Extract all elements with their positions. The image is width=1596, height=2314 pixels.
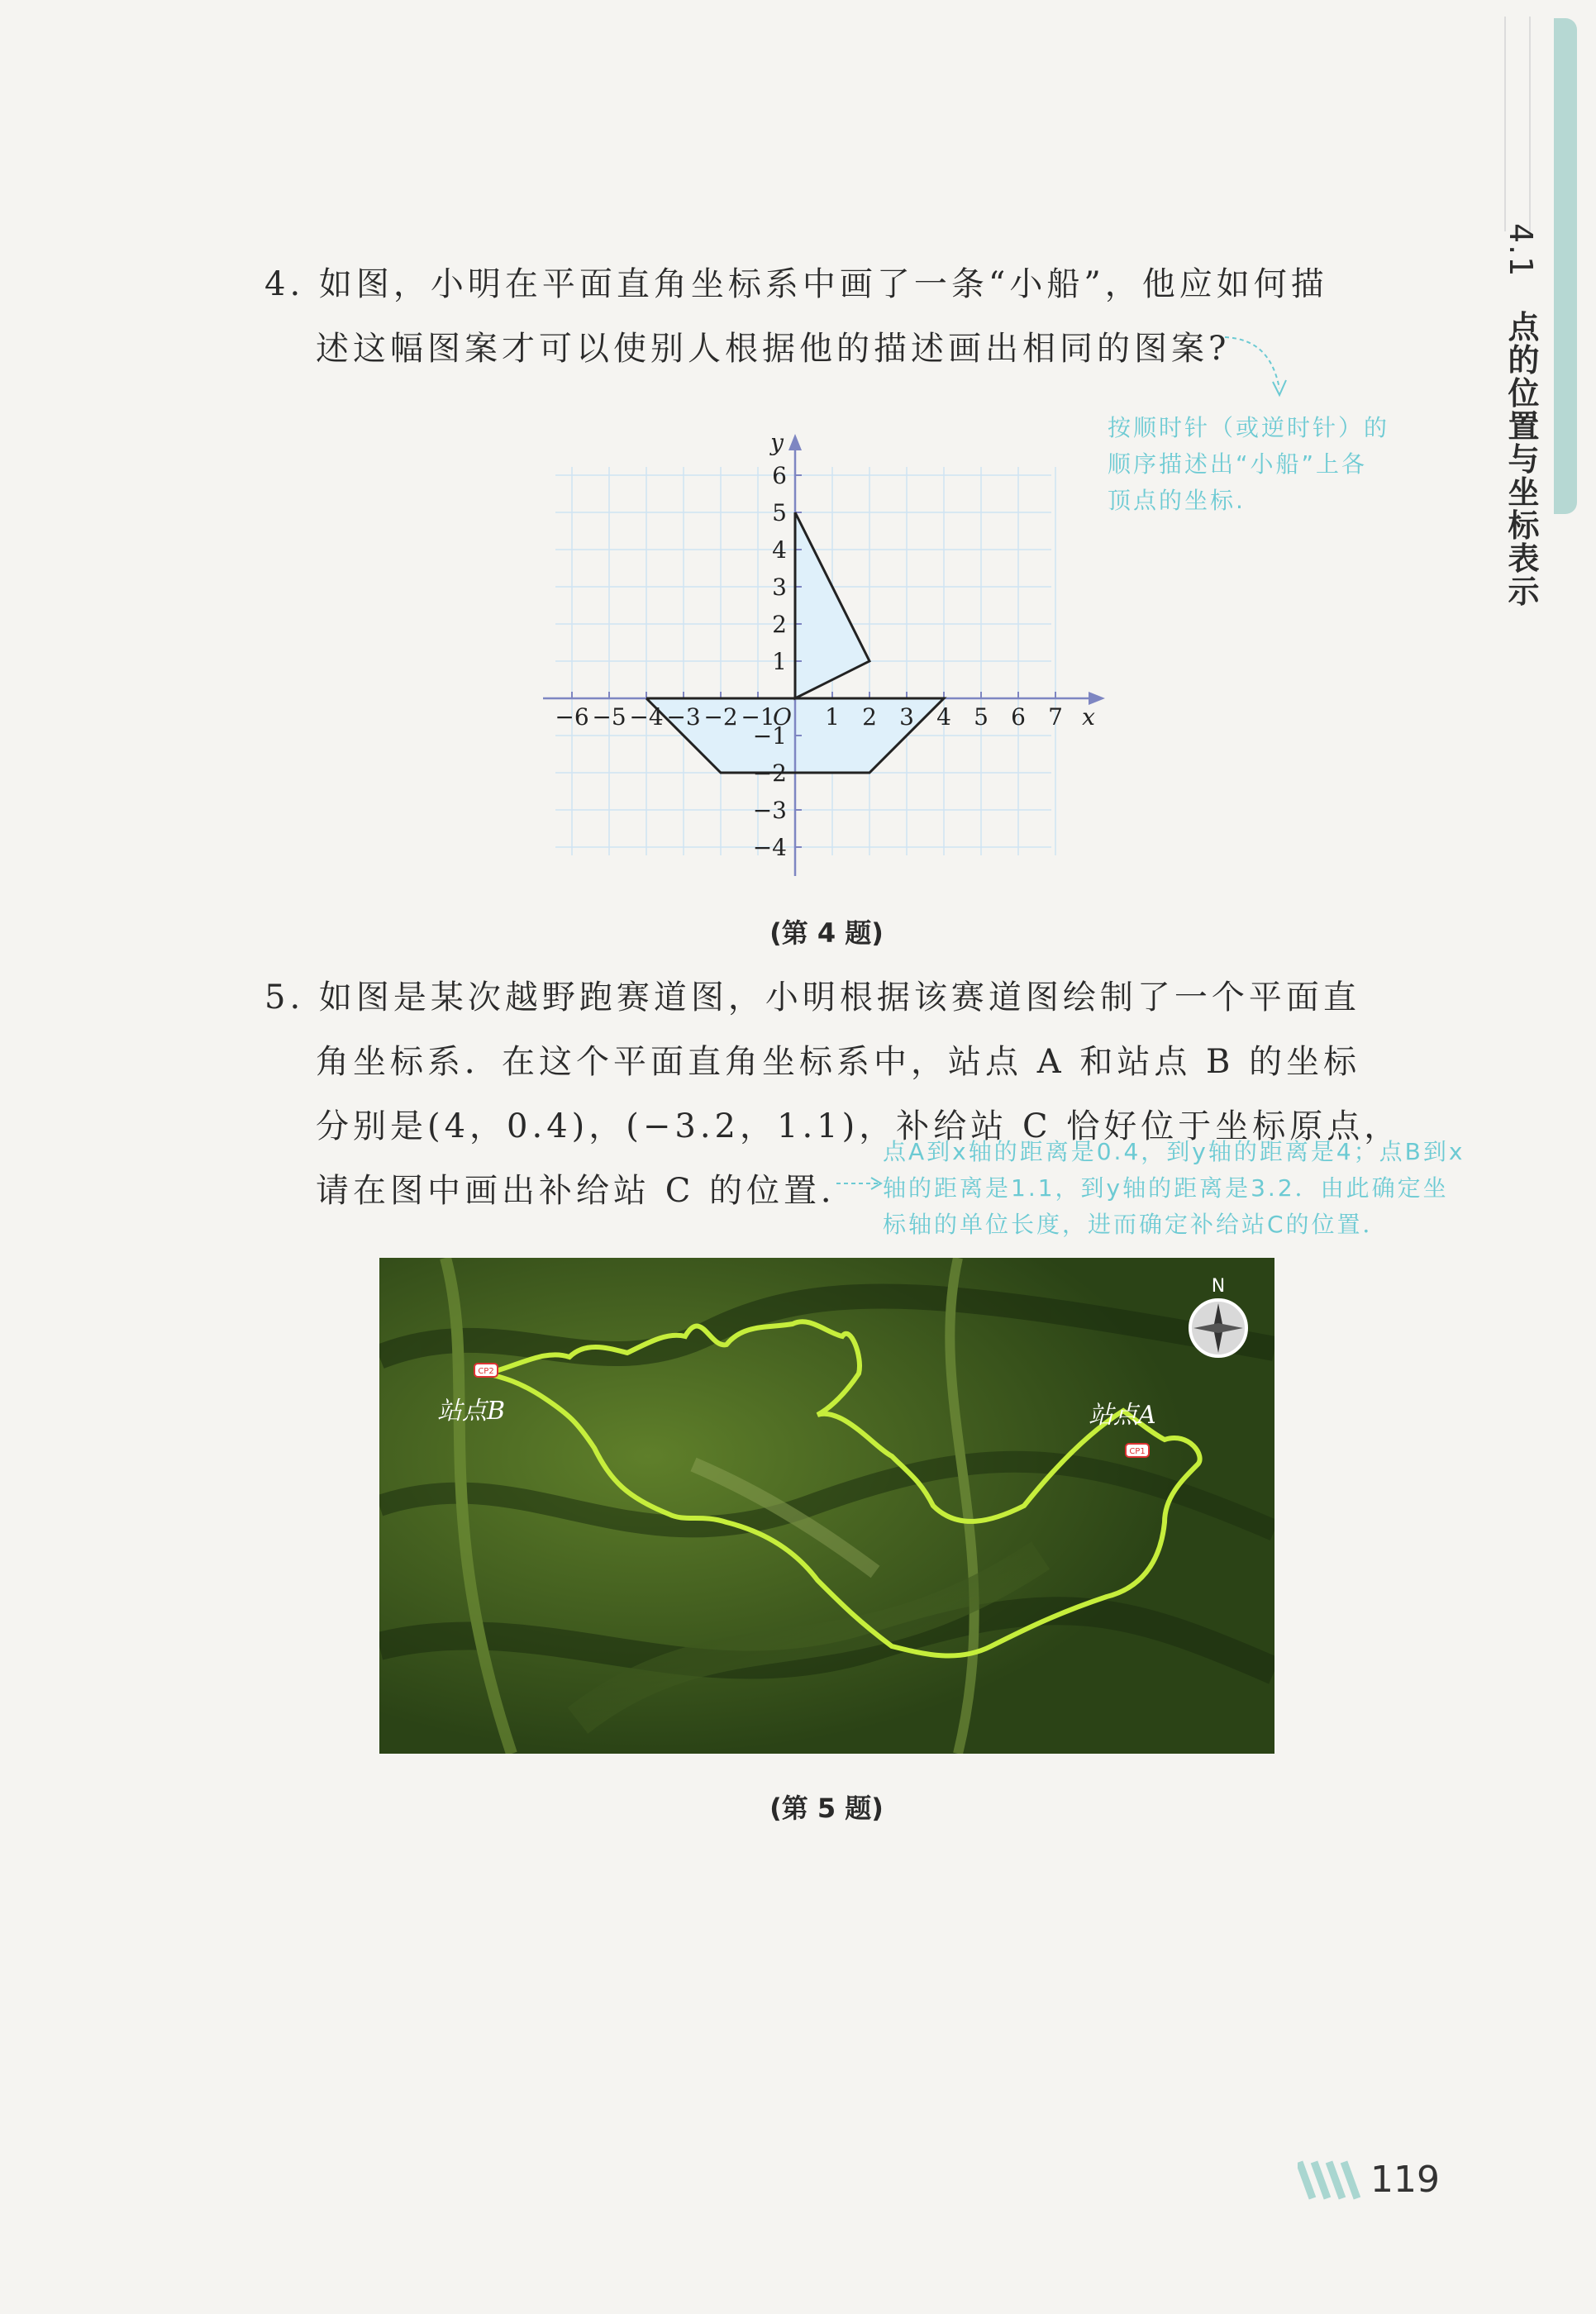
boat-coordinate-chart <box>529 413 1124 909</box>
problem-5-hint <box>883 1134 1465 1243</box>
y-tick-label: 3 <box>772 574 787 601</box>
chapter-tab <box>1554 18 1577 514</box>
hint-line: 点A到x轴的距离是0.4，到y轴的距离是4；点B到x <box>883 1138 1465 1165</box>
y-tick-label: −2 <box>752 759 787 787</box>
cp2-label: CP2 <box>478 1367 494 1376</box>
station-a-label: 站点A <box>1089 1401 1156 1430</box>
hint-line: 顺序描述出“小船”上各 <box>1108 450 1368 478</box>
figure-5-caption: (第 5 题) <box>769 1793 884 1824</box>
x-tick-label: 2 <box>862 703 877 731</box>
north-label: N <box>1211 1276 1226 1297</box>
figure-4-caption: (第 4 题) <box>769 917 884 949</box>
y-tick-label: 5 <box>772 499 787 526</box>
problem-5-line: 角坐标系．在这个平面直角坐标系中，站点 A 和站点 B 的坐标 <box>316 1043 1361 1081</box>
hint-arrow-icon <box>835 1174 884 1193</box>
problem-5-line: 5. 如图是某次越野跑赛道图，小明根据该赛道图绘制了一个平面直 <box>264 978 1360 1017</box>
y-axis-label: y <box>770 429 784 456</box>
x-tick-label: 5 <box>974 703 989 731</box>
x-tick-label: 3 <box>899 703 914 731</box>
hint-line: 按顺时针（或逆时针）的 <box>1108 414 1390 441</box>
cp1-label: CP1 <box>1129 1447 1146 1456</box>
problem-4-line: 述这幅图案才可以使别人根据他的描述画出相同的图案? <box>316 330 1231 368</box>
x-tick-label: −1 <box>741 703 775 731</box>
problem-5-line: 分别是(4，0.4)，(−3.2，1.1)，补给站 C 恰好位于坐标原点， <box>316 1107 1402 1145</box>
x-axis-label: x <box>1082 703 1095 731</box>
page-number: 119 <box>1370 2159 1440 2201</box>
page-number-stripes-icon <box>1298 2157 1367 2203</box>
hint-arrow-icon <box>1223 331 1289 405</box>
y-tick-label: 2 <box>772 611 787 638</box>
y-tick-label: −4 <box>752 834 787 861</box>
problem-4 <box>264 252 1328 381</box>
problem-4-line: 4. 如图，小明在平面直角坐标系中画了一条“小船”，他应如何描 <box>264 265 1328 303</box>
section-title: 点的位置与坐标表示 <box>1503 310 1539 608</box>
race-route-map <box>379 1258 1274 1754</box>
side-rule <box>1504 17 1506 231</box>
x-tick-label: 6 <box>1011 703 1026 731</box>
y-tick-label: 4 <box>772 536 787 564</box>
x-tick-label: −6 <box>555 703 589 731</box>
hint-line: 轴的距离是1.1，到y轴的距离是3.2．由此确定坐 <box>883 1174 1449 1202</box>
y-tick-label: −3 <box>752 797 787 824</box>
y-tick-label: 1 <box>772 648 787 675</box>
problem-5-line: 请在图中画出补给站 C 的位置． <box>316 1172 859 1210</box>
x-tick-label: 7 <box>1048 703 1063 731</box>
origin-label: O <box>773 703 792 731</box>
side-rule <box>1529 17 1531 231</box>
y-tick-label: −1 <box>752 722 787 750</box>
section-heading <box>1494 223 1544 608</box>
x-tick-label: −5 <box>592 703 626 731</box>
station-b-label: 站点B <box>437 1397 506 1426</box>
hint-line: 标轴的单位长度，进而确定补给站C的位置． <box>883 1211 1389 1238</box>
x-tick-label: −2 <box>703 703 738 731</box>
y-axis-arrow <box>788 434 802 450</box>
x-tick-label: 4 <box>936 703 951 731</box>
section-number: 4.1 <box>1503 223 1539 279</box>
y-tick-label: 6 <box>772 462 787 489</box>
hint-line: 顶点的坐标. <box>1108 487 1246 514</box>
x-tick-label: −4 <box>629 703 664 731</box>
x-tick-label: −3 <box>666 703 701 731</box>
x-tick-label: 1 <box>825 703 840 731</box>
problem-4-hint <box>1108 410 1389 519</box>
